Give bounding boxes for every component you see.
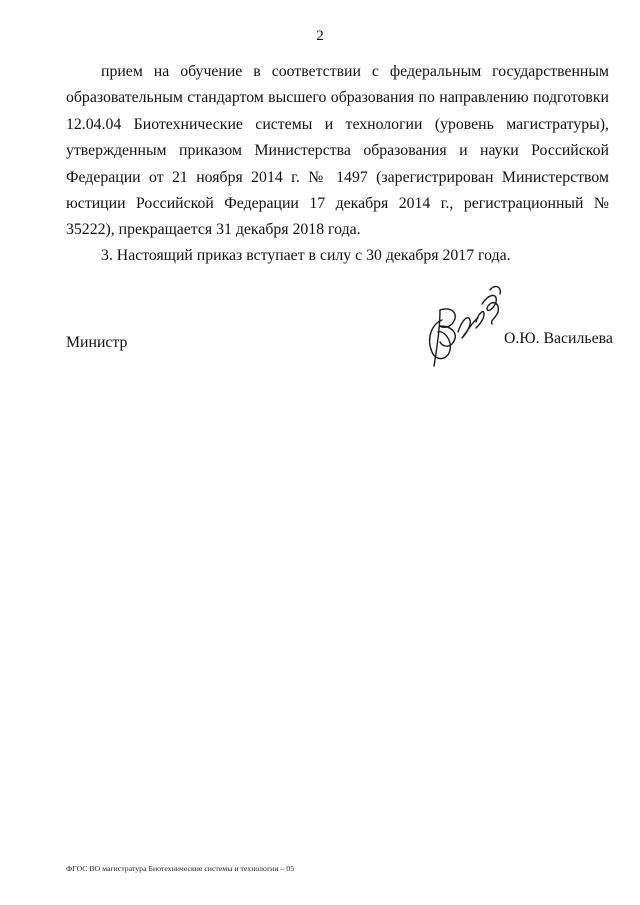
signatory-title: Министр — [66, 334, 128, 351]
page-number: 2 — [316, 28, 324, 44]
document-footer: ФГОС ВО магистратура Биотехнические системы и технологии – 05 — [66, 864, 295, 873]
handwritten-signature-icon — [418, 280, 508, 370]
paragraph-termination-clause: прием на обучение в соответствии с федеральным государственным образовательным стандартом высшего образования по направлению подготовки 12.04.04 Биотехнические системы и технологии (уровень магистратуры), утвержденным приказом Министерства образования и науки Российской Федерации от 21 ноября 2014 г. № 1497 (зарегистрирован Министерством юстиции Российской Федерации 17 декабря 2014 г., регистрационный № 35222), прекращается 31 декабря 2018 года. — [66, 63, 609, 239]
signatory-name: О.Ю. Васильева — [504, 330, 613, 347]
paragraph-effective-date: 3. Настоящий приказ вступает в силу с 30 декабря 2017 года. — [101, 247, 511, 264]
